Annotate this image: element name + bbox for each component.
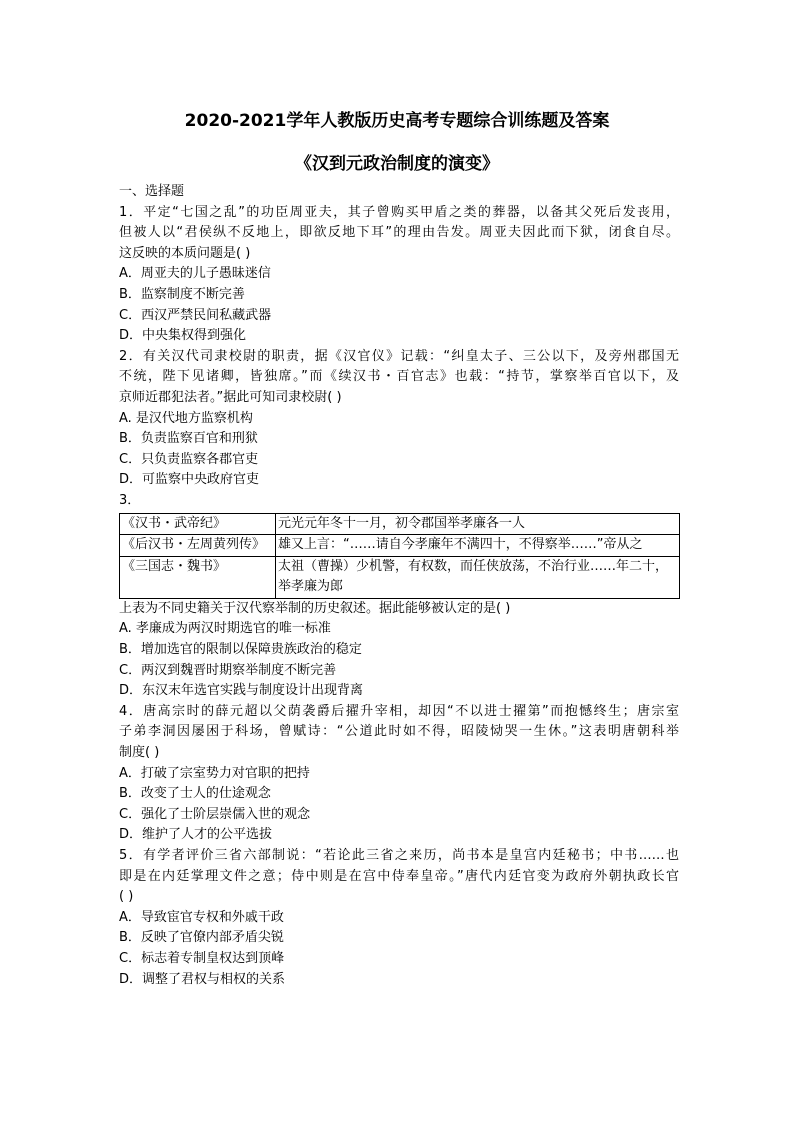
question-4-option-a: A．打破了宗室势力对官职的把持	[119, 765, 310, 781]
question-2-stem-line: 京师近郡犯法者。”据此可知司隶校尉( )	[119, 389, 342, 405]
table-row	[120, 535, 680, 557]
question-2-option-b: B．负责监察百官和刑狱	[119, 431, 258, 447]
document-body	[119, 182, 679, 990]
question-2-option-a: A. 是汉代地方监察机构	[119, 410, 253, 426]
question-1-option-a: A．周亚夫的儿子愚昧迷信	[119, 266, 271, 282]
table-row	[120, 513, 680, 535]
question-4-stem-line: 制度( )	[119, 745, 160, 761]
question-1-stem-line: 但被人以“君侯纵不反地上，即欲反地下耳”的理由告发。周亚夫因此而下狱，闭食自尽。	[119, 225, 679, 241]
question-5-option-d: D．调整了君权与相权的关系	[119, 971, 286, 987]
document-title: 2020-2021学年人教版历史高考专题综合训练题及答案	[184, 111, 610, 131]
source-table	[119, 513, 680, 599]
table-cell-source: 《三国志・魏书》	[120, 556, 276, 598]
question-5-option-a: A．导致宦官专权和外戚干政	[119, 909, 284, 925]
question-2-option-d: D．可监察中央政府官吏	[119, 472, 260, 488]
question-3-option-d: D．东汉末年选官实践与制度设计出现背离	[119, 683, 364, 699]
table-cell-text: 太祖（曹操）少机警，有权数，而任侠放荡，不治行业……年二十，举孝廉为郎	[276, 556, 680, 598]
question-3-number: 3．	[119, 492, 141, 508]
question-5-stem-line: ( )	[119, 889, 134, 905]
question-1-stem-line: 1．平定“七国之乱”的功臣周亚夫，其子曾购买甲盾之类的葬器，以备其父死后发丧用，	[119, 204, 679, 220]
table-cell-source: 《后汉书・左周黄列传》	[120, 535, 276, 557]
question-3-option-a: A. 孝廉成为两汉时期选官的唯一标准	[119, 621, 331, 637]
question-5-stem-line: 5．有学者评价三省六部制说：“若论此三省之来历，尚书本是皇宫内廷秘书；中书……也	[119, 848, 679, 863]
question-3-option-b: B．增加选官的限制以保障贵族政治的稳定	[119, 642, 362, 658]
section-heading: 一、选择题	[119, 184, 185, 199]
question-4-option-d: D．维护了人才的公平选拔	[119, 827, 273, 843]
table-cell-text: 元光元年冬十一月，初令郡国举孝廉各一人	[276, 513, 680, 535]
question-3-option-c: C．两汉到魏晋时期察举制度不断完善	[119, 662, 337, 678]
question-4-stem-line: 4．唐高宗时的薛元超以父荫袭爵后擢升宰相，却因“不以进士擢第”而抱憾终生；唐宗室	[119, 703, 679, 719]
question-1-option-c: C．西汉严禁民间私藏武器	[119, 307, 272, 323]
question-5-option-b: B．反映了官僚内部矛盾尖锐	[119, 930, 284, 946]
question-1-stem-line: 这反映的本质问题是( )	[119, 245, 251, 261]
question-1-option-b: B．监察制度不断完善	[119, 286, 245, 302]
question-4-stem-line: 子弟李洞因屡困于科场，曾赋诗：“公道此时如不得，昭陵恸哭一生休。”这表明唐朝科举	[119, 724, 679, 740]
question-4-option-c: C．强化了士阶层崇儒入世的观念	[119, 806, 311, 822]
question-2-stem-line: 2．有关汉代司隶校尉的职责，据《汉官仪》记载：“纠皇太子、三公以下，及旁州郡国无	[119, 348, 679, 364]
question-5-stem-line: 即是在内廷掌理文件之意；侍中则是在宫中侍奉皇帝。”唐代内廷官变为政府外朝执政长官	[119, 868, 679, 884]
table-row	[120, 556, 680, 598]
question-3-stem: 上表为不同史籍关于汉代察举制的历史叙述。据此能够被认定的是( )	[119, 600, 511, 616]
question-1-option-d: D．中央集权得到强化	[119, 328, 247, 344]
question-5-option-c: C．标志着专制皇权达到顶峰	[119, 950, 285, 966]
table-cell-text: 雄又上言：“……请自今孝廉年不满四十，不得察举……”帝从之	[276, 535, 680, 557]
question-2-stem-line: 不统，陛下见诸卿，皆独席。”而《续汉书・百官志》也载：“持节，掌察举百官以下，及	[119, 369, 679, 385]
table-cell-source: 《汉书・武帝纪》	[120, 513, 276, 535]
question-2-option-c: C．只负责监察各郡官吏	[119, 451, 259, 467]
question-4-option-b: B．改变了士人的仕途观念	[119, 786, 271, 802]
document-subtitle: 《汉到元政治制度的演变》	[295, 154, 499, 174]
